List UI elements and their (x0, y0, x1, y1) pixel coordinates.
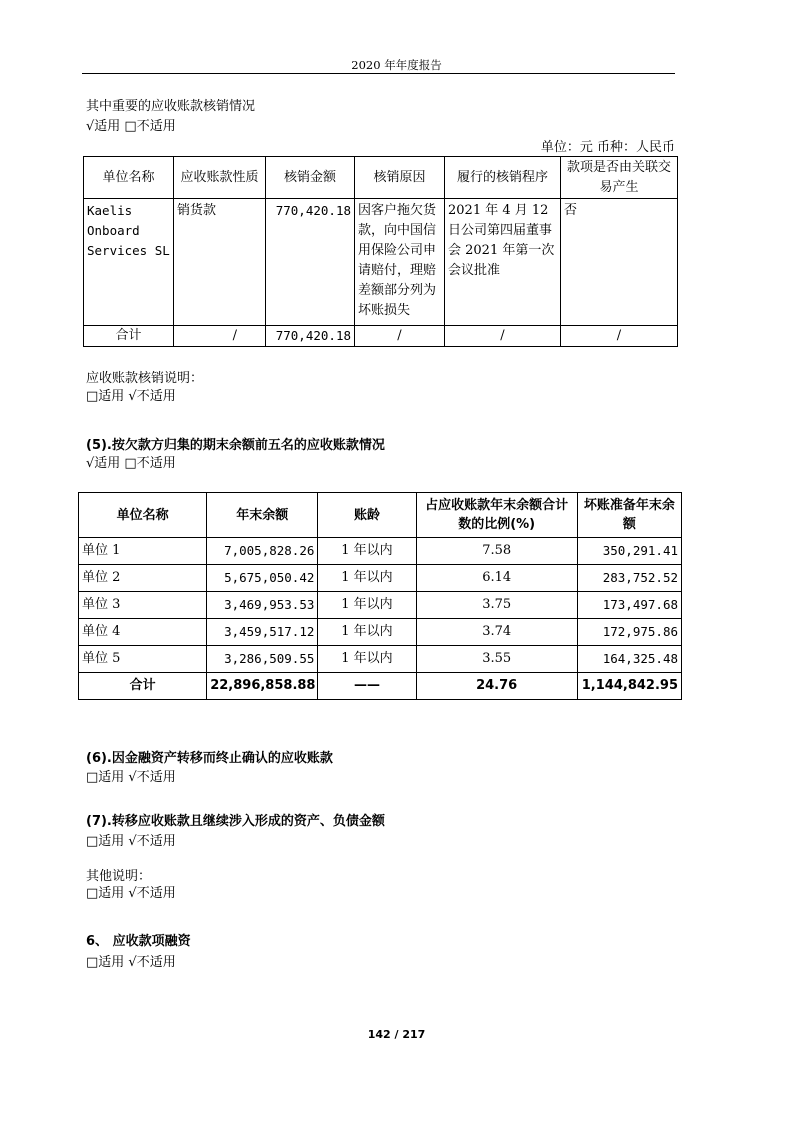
col-header: 款项是否由关联交易产生 (561, 157, 678, 199)
total-row (79, 673, 682, 700)
writeoff-applicability: √适用 □不适用 (86, 119, 176, 134)
cell-related: 否 (561, 199, 678, 326)
cell-unit: 单位 5 (79, 646, 207, 673)
cell-ratio: 6.14 (416, 565, 577, 592)
total-cell: / (445, 326, 561, 347)
total-balance: 22,896,858.88 (207, 673, 318, 700)
col-header: 占应收账款年末余额合计数的比例(%) (416, 493, 577, 538)
total-cell: / (355, 326, 445, 347)
top5-title: (5).按欠款方归集的期末余额前五名的应收账款情况 (86, 438, 385, 453)
total-ratio: 24.76 (416, 673, 577, 700)
cell-unit: 单位 4 (79, 619, 207, 646)
cell-unit: 单位 2 (79, 565, 207, 592)
cell-unit: 单位 1 (79, 538, 207, 565)
table-row (79, 592, 682, 619)
s6-applicability: □适用 √不适用 (86, 770, 176, 785)
cell-aging: 1 年以内 (318, 538, 416, 565)
col-header: 核销原因 (355, 157, 445, 199)
cell-ratio: 3.75 (416, 592, 577, 619)
col-header: 履行的核销程序 (445, 157, 561, 199)
cell-provision: 283,752.52 (577, 565, 681, 592)
cell-balance: 3,286,509.55 (207, 646, 318, 673)
sec6-applicability: □适用 √不适用 (86, 955, 176, 970)
table-header-row (84, 157, 678, 199)
col-header: 账龄 (318, 493, 416, 538)
header-rule (82, 73, 675, 74)
table-row (84, 199, 678, 326)
table-row (79, 565, 682, 592)
total-provision: 1,144,842.95 (577, 673, 681, 700)
col-header: 核销金额 (266, 157, 355, 199)
writeoff-title: 其中重要的应收账款核销情况 (86, 99, 256, 114)
cell-balance: 5,675,050.42 (207, 565, 318, 592)
total-cell: / (561, 326, 678, 347)
total-aging: —— (318, 673, 416, 700)
cell-nature: 销货款 (174, 199, 266, 326)
cell-provision: 173,497.68 (577, 592, 681, 619)
cell-balance: 3,469,953.53 (207, 592, 318, 619)
table-header-row (79, 493, 682, 538)
cell-reason: 因客户拖欠货款，向中国信用保险公司申请赔付，理赔差额部分列为坏账损失 (355, 199, 445, 326)
cell-aging: 1 年以内 (318, 619, 416, 646)
total-label: 合计 (84, 326, 174, 347)
total-label: 合计 (79, 673, 207, 700)
cell-provision: 350,291.41 (577, 538, 681, 565)
cell-amount: 770,420.18 (266, 199, 355, 326)
col-header: 应收账款性质 (174, 157, 266, 199)
top5-applicability: √适用 □不适用 (86, 456, 176, 471)
col-header: 年末余额 (207, 493, 318, 538)
cell-ratio: 3.55 (416, 646, 577, 673)
cell-ratio: 7.58 (416, 538, 577, 565)
other-applicability: □适用 √不适用 (86, 886, 176, 901)
top5-table (78, 492, 682, 700)
cell-balance: 3,459,517.12 (207, 619, 318, 646)
table-row (79, 538, 682, 565)
col-header: 单位名称 (79, 493, 207, 538)
s7-applicability: □适用 √不适用 (86, 834, 176, 849)
cell-provision: 172,975.86 (577, 619, 681, 646)
col-header: 坏账准备年末余额 (577, 493, 681, 538)
sec6-title: 6、 应收款项融资 (86, 934, 191, 949)
s6-title: (6).因金融资产转移而终止确认的应收账款 (86, 751, 333, 766)
report-header: 2020 年年度报告 (351, 58, 442, 72)
cell-aging: 1 年以内 (318, 592, 416, 619)
total-amount: 770,420.18 (266, 326, 355, 347)
writeoff-note-applicability: □适用 √不适用 (86, 389, 176, 404)
cell-procedure: 2021 年 4 月 12 日公司第四届董事会 2021 年第一次会议批准 (445, 199, 561, 326)
cell-provision: 164,325.48 (577, 646, 681, 673)
cell-unit-name: Kaelis Onboard Services SL (84, 199, 174, 326)
page-number: 142 / 217 (367, 1028, 426, 1041)
other-label: 其他说明： (86, 869, 152, 884)
cell-unit: 单位 3 (79, 592, 207, 619)
writeoff-note-label: 应收账款核销说明： (86, 371, 204, 386)
unit-currency-line: 单位：元 币种：人民币 (540, 140, 675, 155)
cell-ratio: 3.74 (416, 619, 577, 646)
total-cell: / (174, 326, 266, 347)
writeoff-table (83, 156, 678, 347)
cell-aging: 1 年以内 (318, 646, 416, 673)
col-header: 单位名称 (84, 157, 174, 199)
s7-title: (7).转移应收账款且继续涉入形成的资产、负债金额 (86, 814, 385, 829)
cell-balance: 7,005,828.26 (207, 538, 318, 565)
cell-aging: 1 年以内 (318, 565, 416, 592)
table-row (79, 619, 682, 646)
total-row (84, 326, 678, 347)
table-row (79, 646, 682, 673)
